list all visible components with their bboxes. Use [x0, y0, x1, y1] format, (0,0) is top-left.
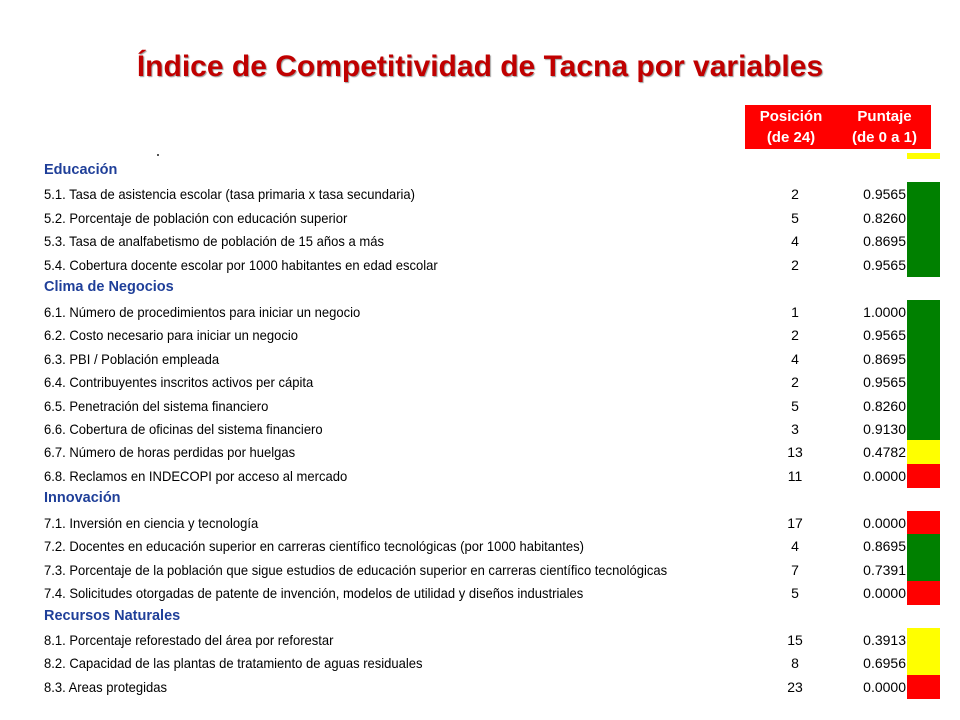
score-header-line1: Puntaje [857, 108, 912, 125]
status-swatch-green [907, 182, 940, 206]
score-value: 0.0000 [863, 514, 906, 531]
table-row [0, 675, 960, 698]
status-swatch-red [907, 581, 940, 605]
position-value: 4 [791, 538, 799, 555]
score-value: 0.8695 [863, 538, 906, 555]
status-swatch-green [907, 229, 940, 253]
status-swatch-red [907, 511, 940, 535]
status-swatch-green [907, 206, 940, 230]
position-value: 2 [791, 374, 799, 391]
position-value: 5 [791, 585, 799, 602]
status-swatch-green [907, 558, 940, 582]
score-value: 0.0000 [863, 678, 906, 695]
indicator-label: 6.7. Número de horas perdidas por huelgas [44, 444, 296, 461]
score-value: 0.4782 [863, 444, 906, 461]
table-row [0, 323, 960, 346]
score-value: 0.9130 [863, 420, 906, 437]
table-row [0, 253, 960, 276]
status-swatch-green [907, 347, 940, 371]
position-value: 17 [787, 514, 803, 531]
status-swatch-green [907, 370, 940, 394]
indicator-label: 6.1. Número de procedimientos para iniciar un negocio [44, 303, 361, 320]
indicator-label: 7.1. Inversión en ciencia y tecnología [44, 514, 259, 531]
section-header-row [0, 276, 960, 299]
score-value: 0.6956 [863, 655, 906, 672]
section-title: Recursos Naturales [44, 607, 181, 624]
section-title: Educación [44, 162, 118, 178]
indicator-label: 5.3. Tasa de analfabetismo de población de 15 años a más [44, 233, 384, 250]
score-value: 0.7391 [863, 561, 906, 578]
position-value: 23 [787, 678, 803, 695]
indicator-label: 8.1. Porcentaje reforestado del área por reforestar [44, 632, 334, 648]
score-value: 0.8260 [863, 209, 906, 226]
table-row [0, 182, 960, 205]
position-value: 7 [791, 561, 799, 578]
score-value: 0.8695 [863, 233, 906, 250]
table-row [0, 651, 960, 674]
status-swatch-red [907, 464, 940, 488]
status-swatch-yellow [907, 440, 940, 464]
position-value: 13 [787, 444, 803, 461]
status-swatch-yellow [907, 628, 940, 652]
indicator-label: 8.2. Capacidad de las plantas de tratamiento de aguas residuales [44, 655, 423, 672]
position-value: 15 [787, 632, 803, 648]
indicator-label: 6.8. Reclamos en INDECOPI por acceso al mercado [44, 467, 348, 484]
score-column-header [838, 106, 931, 148]
table-row [0, 558, 960, 581]
indicator-label: 8.3. Areas protegidas [44, 678, 168, 695]
section-title: Innovación [44, 490, 121, 507]
score-value: 0.3913 [863, 632, 906, 648]
status-swatch-green [907, 323, 940, 347]
table-row [0, 206, 960, 229]
indicator-label: 5.1. Tasa de asistencia escolar (tasa primaria x tasa secundaria) [44, 186, 416, 203]
position-value: 8 [791, 655, 799, 672]
score-value: 0.8695 [863, 350, 906, 367]
status-swatch-green [907, 534, 940, 558]
table-row [0, 229, 960, 252]
indicator-label: 5.2. Porcentaje de población con educación superior [44, 209, 348, 226]
table-row [0, 300, 960, 323]
table-row [0, 394, 960, 417]
score-value: 0.9565 [863, 327, 906, 344]
stray-mark [157, 154, 159, 156]
indicator-label: 6.5. Penetración del sistema financiero [44, 397, 269, 414]
position-column-header [745, 106, 837, 148]
position-header-line2: (de 24) [766, 129, 816, 146]
table-row [0, 464, 960, 487]
score-value: 0.9565 [863, 186, 906, 203]
score-value: 0.9565 [863, 374, 906, 391]
status-swatch-yellow [907, 651, 940, 675]
table-row [0, 347, 960, 370]
indicator-label: 6.6. Cobertura de oficinas del sistema financiero [44, 420, 323, 437]
position-value: 2 [791, 256, 799, 273]
section-header-row [0, 159, 960, 182]
indicator-label: 7.4. Solicitudes otorgadas de patente de invención, modelos de utilidad y diseños industriales [44, 585, 584, 602]
page-title: Índice de Competitividad de Tacna por variables [136, 50, 824, 83]
position-value: 2 [791, 327, 799, 344]
position-value: 4 [791, 350, 799, 367]
section-header-row [0, 487, 960, 510]
indicator-label: 6.4. Contribuyentes inscritos activos per cápita [44, 374, 314, 391]
table-row [0, 440, 960, 463]
position-value: 2 [791, 186, 799, 203]
table-row [0, 417, 960, 440]
score-value: 0.9565 [863, 256, 906, 273]
position-value: 5 [791, 209, 799, 226]
table-row [0, 534, 960, 557]
status-swatch-green [907, 300, 940, 324]
table-row [0, 370, 960, 393]
position-value: 5 [791, 397, 799, 414]
indicator-label: 7.3. Porcentaje de la población que sigue estudios de educación superior en carreras científico tecnológicas [44, 561, 668, 578]
status-swatch-red [907, 675, 940, 699]
position-value: 1 [791, 303, 799, 320]
position-value: 11 [787, 467, 803, 484]
indicator-label: 6.3. PBI / Población empleada [44, 350, 220, 367]
position-value: 3 [791, 420, 799, 437]
indicator-label: 6.2. Costo necesario para iniciar un negocio [44, 327, 299, 344]
position-value: 4 [791, 233, 799, 250]
score-value: 0.8260 [863, 397, 906, 414]
score-header-line2: (de 0 a 1) [851, 129, 918, 146]
status-swatch-green [907, 417, 940, 441]
indicator-label: 5.4. Cobertura docente escolar por 1000 habitantes en edad escolar [44, 256, 438, 273]
score-value: 1.0000 [863, 303, 906, 320]
score-value: 0.0000 [863, 585, 906, 602]
table-row [0, 511, 960, 534]
table-row [0, 628, 960, 651]
table-row [0, 581, 960, 604]
position-header-line1: Posición [759, 108, 823, 125]
status-swatch-green [907, 394, 940, 418]
section-title: Clima de Negocios [44, 279, 174, 296]
section-header-row [0, 605, 960, 628]
status-swatch-green [907, 253, 940, 277]
score-value: 0.0000 [863, 467, 906, 484]
indicator-label: 7.2. Docentes en educación superior en carreras científico tecnológicas (por 1000 habitantes) [44, 538, 584, 555]
